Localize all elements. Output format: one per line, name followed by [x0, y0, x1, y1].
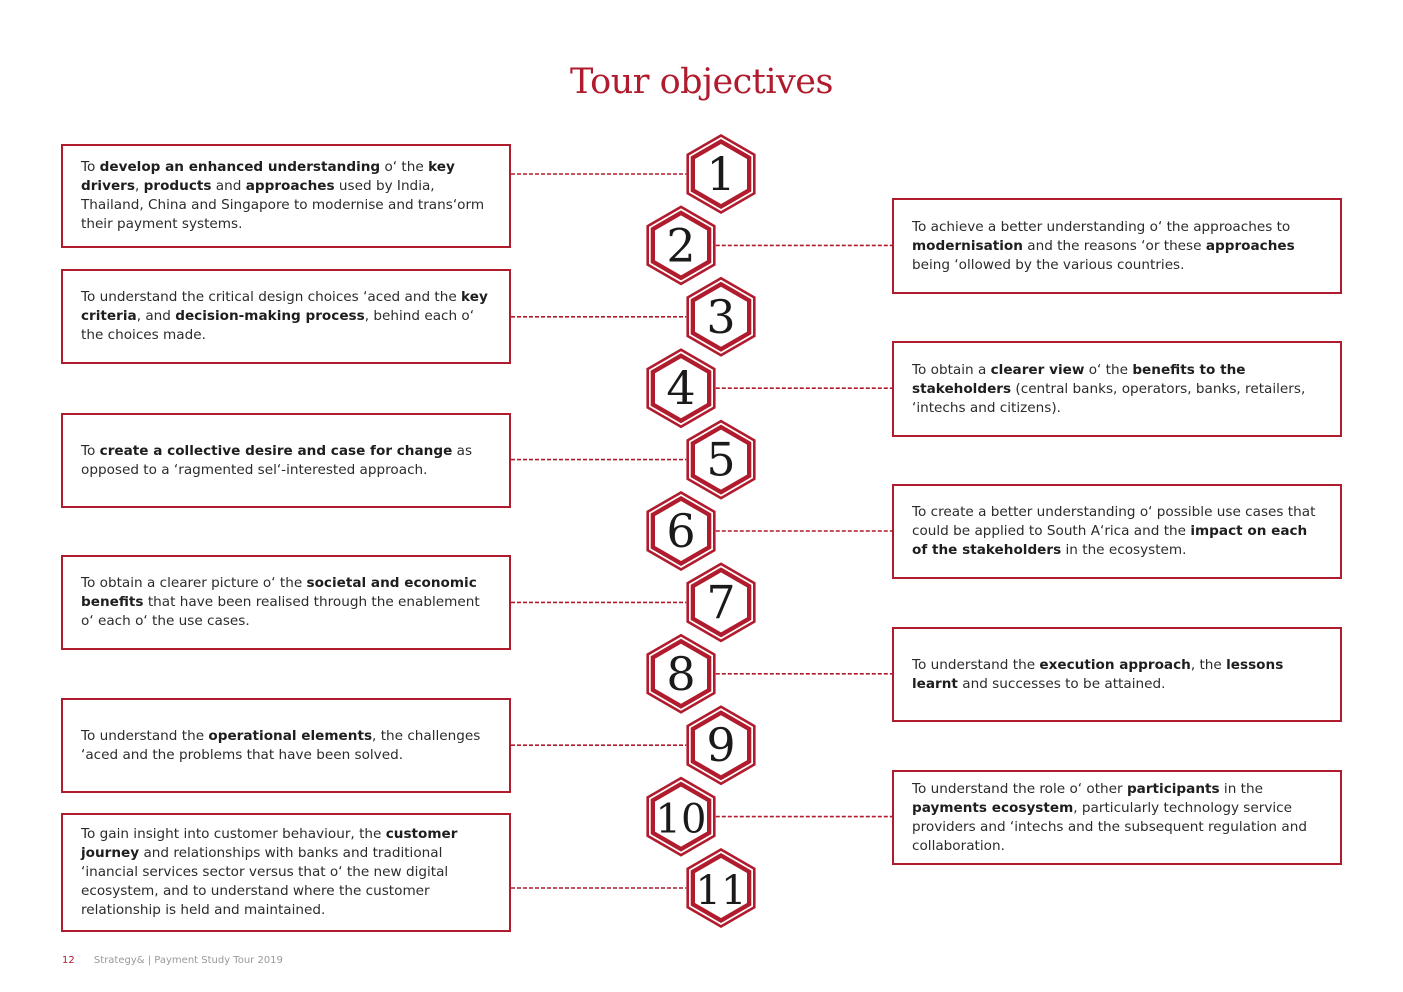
objective-box-8 — [892, 627, 1342, 722]
hexagon-5 — [686, 420, 755, 500]
objective-box-6 — [892, 484, 1342, 579]
hexagon-9 — [686, 705, 755, 785]
hexagon-number: 2 — [666, 218, 696, 273]
objective-box-7 — [61, 555, 511, 650]
objective-box-9 — [61, 698, 511, 793]
hexagon-number: 4 — [666, 361, 696, 416]
page-title: Tour objectives — [570, 62, 833, 102]
footer — [62, 955, 283, 966]
objective-box-5 — [61, 413, 511, 508]
objective-text: To understand the operational elements, the challenges ‘aced and the problems that have been solved. — [81, 727, 481, 763]
objective-text: To achieve a better understanding o‘ the approaches to modernisation and the reasons ‘or these approaches being ‘ollowed by the various countries. — [912, 218, 1295, 273]
hexagon-number: 7 — [706, 575, 736, 630]
objective-box-11 — [61, 813, 511, 932]
hexagon-3 — [686, 277, 755, 357]
objective-text: To create a collective desire and case for change as opposed to a ‘ragmented sel‘-interested approach. — [81, 442, 473, 478]
hexagon-7 — [686, 562, 755, 642]
hexagon-number: 6 — [666, 504, 696, 558]
hexagon-11 — [686, 848, 755, 928]
objective-box-4 — [892, 341, 1342, 437]
objective-text: To understand the execution approach, the lessons learnt and successes to be attained. — [912, 656, 1284, 692]
hexagon-number: 5 — [706, 432, 736, 487]
objective-text: To understand the critical design choices ‘aced and the key criteria, and decision-making process, behind each o‘ the choices made. — [81, 289, 488, 343]
hexagon-8 — [646, 634, 715, 714]
objective-text: To gain insight into customer behaviour, the customer journey and relationships with banks and traditional ‘inancial services sector versus that o‘ the new digital ecosystem, and to understand where the customer relationship is held and maintained. — [81, 826, 458, 918]
objective-text: To develop an enhanced understanding o‘ the key drivers, products and approaches used by India, Thailand, China and Singapore to modernise and trans‘orm their payment systems. — [81, 159, 485, 232]
objective-text: To obtain a clearer picture o‘ the societal and economic benefits that have been realised through the enablement o‘ each o‘ the use cases. — [81, 575, 480, 629]
hexagon-1 — [686, 134, 755, 214]
page-number: 12 — [62, 955, 75, 966]
hexagon-number: 3 — [706, 289, 736, 344]
objective-text: To understand the role o‘ other participants in the payments ecosystem, particularly technology service providers and ‘intechs and the subsequent regulation and collaboration. — [912, 780, 1307, 854]
hexagon-4 — [646, 348, 715, 428]
objective-box-10 — [892, 770, 1342, 865]
footer-text: Strategy& | Payment Study Tour 2019 — [93, 955, 283, 966]
objective-box-1 — [61, 144, 511, 248]
hexagon-6 — [646, 491, 715, 571]
hexagon-number: 1 — [706, 147, 736, 201]
objective-box-2 — [892, 198, 1342, 294]
hexagon-10 — [646, 777, 715, 857]
objective-text: To create a better understanding o‘ possible use cases that could be applied to South A‘rica and the impact on each of the stakeholders in the ecosystem. — [912, 504, 1316, 558]
objective-box-3 — [61, 269, 511, 364]
hexagon-number: 9 — [706, 718, 736, 773]
hexagon-number: 8 — [666, 646, 696, 701]
hexagon-2 — [646, 205, 715, 285]
hexagon-number: 11 — [695, 868, 747, 914]
objective-text: To obtain a clearer view o‘ the benefits to the stakeholders (central banks, operators, banks, retailers, ‘intechs and citizens). — [912, 361, 1306, 416]
hexagon-number: 10 — [655, 796, 707, 843]
